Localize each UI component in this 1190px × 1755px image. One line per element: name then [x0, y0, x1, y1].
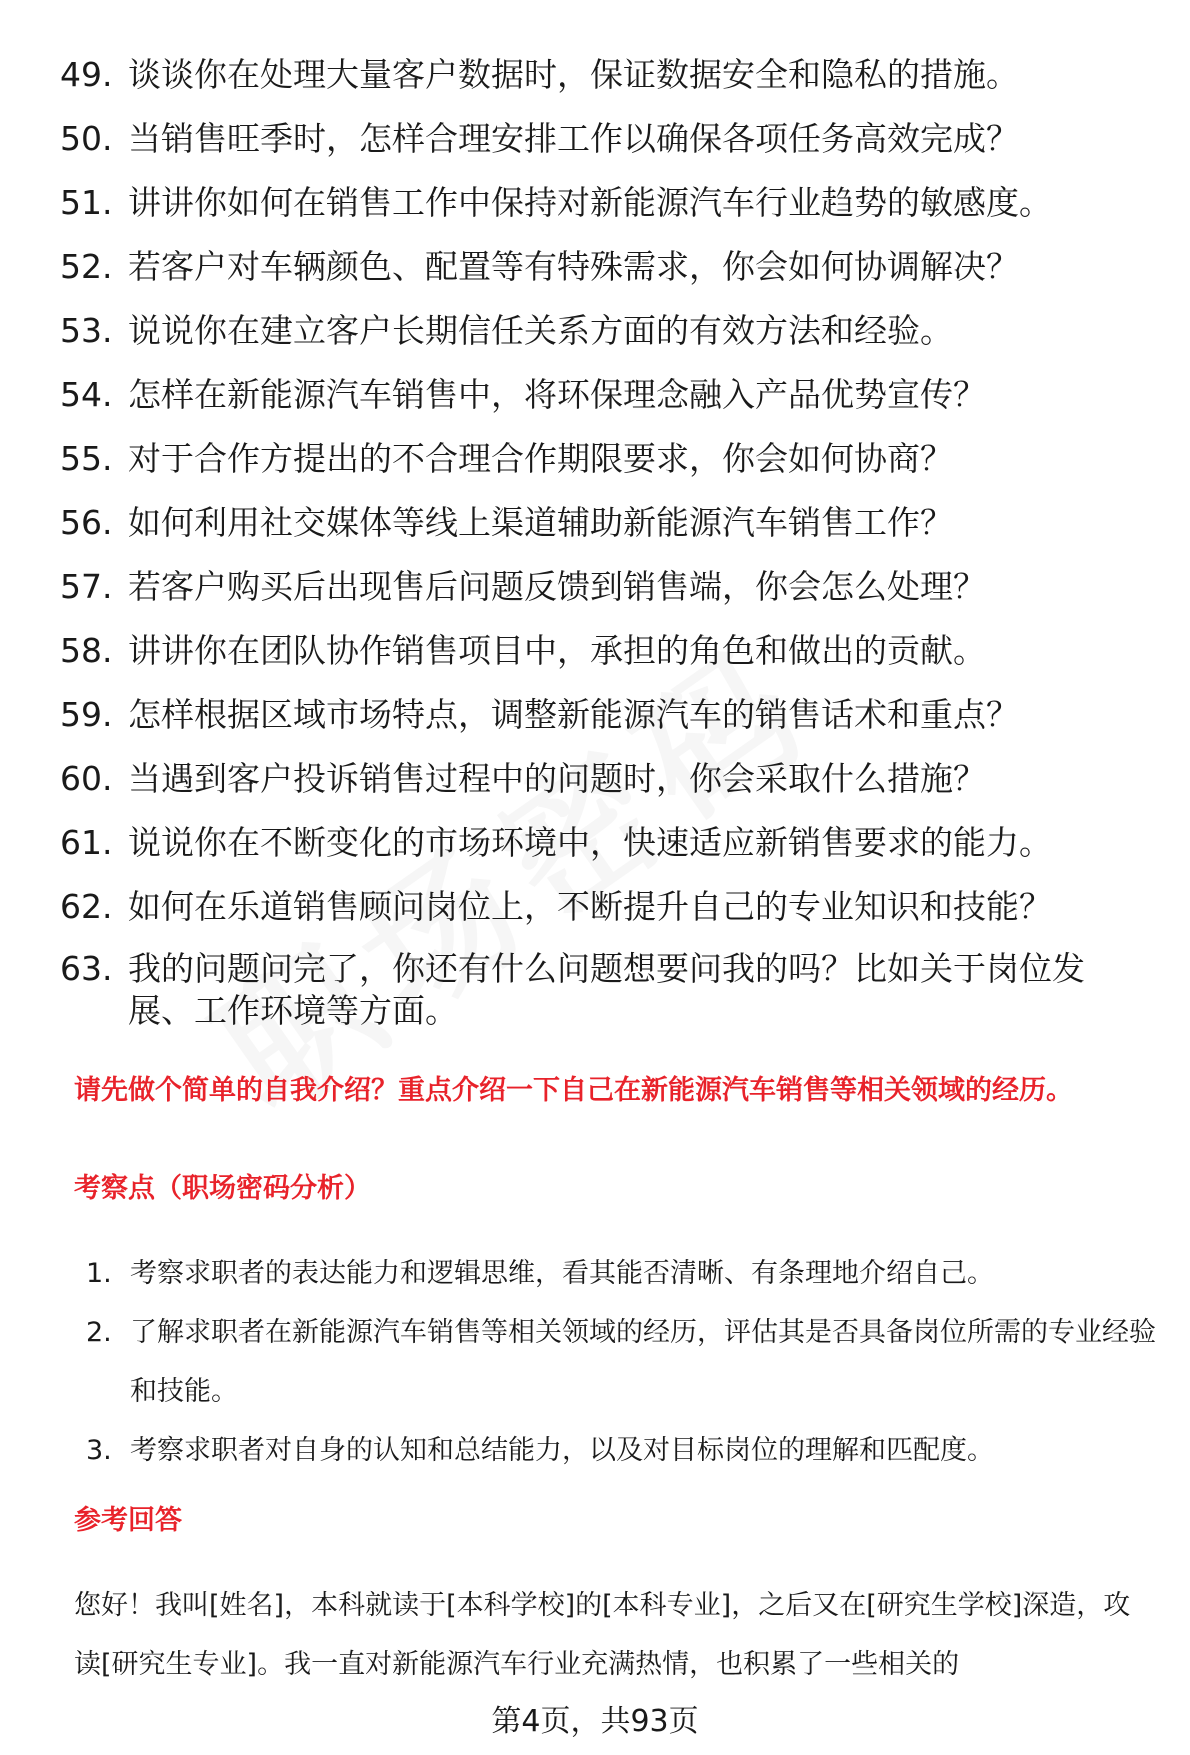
question-number: 62.: [60, 887, 113, 926]
points-heading: 考察点（职场密码分析）: [74, 1173, 371, 1204]
question-text: 当遇到客户投诉销售过程中的问题时，你会采取什么措施？: [128, 759, 986, 798]
point-number: 3.: [86, 1435, 112, 1466]
point-text: 考察求职者的表达能力和逻辑思维，看其能否清晰、有条理地介绍自己。: [130, 1258, 994, 1289]
question-text: 说说你在建立客户长期信任关系方面的有效方法和经验。: [128, 311, 953, 350]
point-item: [86, 1421, 1156, 1480]
question-item: [60, 564, 1150, 610]
question-text: 对于合作方提出的不合理合作期限要求，你会如何协商？: [128, 439, 953, 478]
question-text: 我的问题问完了，你还有什么问题想要问我的吗？比如关于岗位发展、工作环境等方面。: [128, 949, 1085, 1030]
section-title: 请先做个简单的自我介绍？重点介绍一下自己在新能源汽车销售等相关领域的经历。: [74, 1075, 1073, 1106]
question-number: 49.: [60, 55, 113, 94]
question-text: 如何在乐道销售顾问岗位上，不断提升自己的专业知识和技能？: [128, 887, 1052, 926]
question-number: 57.: [60, 567, 113, 606]
question-number: 50.: [60, 119, 113, 158]
question-number: 52.: [60, 247, 113, 286]
answer-text: 您好！我叫[姓名]，本科就读于[本科学校]的[本科专业]，之后又在[研究生学校]深造，攻读[研究生专业]。我一直对新能源汽车行业充满热情，也积累了一些相关的: [74, 1590, 1131, 1680]
page-footer: 第4页，共93页: [491, 1704, 699, 1739]
question-number: 56.: [60, 503, 113, 542]
question-text: 怎样在新能源汽车销售中，将环保理念融入产品优势宣传？: [128, 375, 986, 414]
answer-heading: 参考回答: [74, 1505, 182, 1536]
question-item: [60, 436, 1150, 482]
point-text: 了解求职者在新能源汽车销售等相关领域的经历，评估其是否具备岗位所需的专业经验和技能。: [130, 1317, 1156, 1407]
question-item: [60, 116, 1150, 162]
question-item: [60, 180, 1150, 226]
question-number: 58.: [60, 631, 113, 670]
question-item: [60, 692, 1150, 738]
points-list: [86, 1244, 1156, 1480]
question-item: [60, 244, 1150, 290]
question-item: [60, 308, 1150, 354]
point-item: [86, 1303, 1156, 1421]
question-text: 说说你在不断变化的市场环境中，快速适应新销售要求的能力。: [128, 823, 1052, 862]
question-item: [60, 628, 1150, 674]
question-text: 若客户购买后出现售后问题反馈到销售端，你会怎么处理？: [128, 567, 986, 606]
question-text: 当销售旺季时，怎样合理安排工作以确保各项任务高效完成？: [128, 119, 1019, 158]
question-item: [60, 820, 1150, 866]
question-number: 59.: [60, 695, 113, 734]
question-text: 讲讲你在团队协作销售项目中，承担的角色和做出的贡献。: [128, 631, 986, 670]
question-number: 63.: [60, 949, 113, 988]
question-number: 51.: [60, 183, 113, 222]
question-item: [60, 500, 1150, 546]
question-item: [60, 52, 1150, 98]
question-list: [60, 52, 1150, 1032]
point-item: [86, 1244, 1156, 1303]
question-number: 54.: [60, 375, 113, 414]
question-item: [60, 948, 1150, 1032]
question-text: 怎样根据区域市场特点，调整新能源汽车的销售话术和重点？: [128, 695, 1019, 734]
question-item: [60, 884, 1150, 930]
question-number: 55.: [60, 439, 113, 478]
question-item: [60, 756, 1150, 802]
question-number: 60.: [60, 759, 113, 798]
point-number: 2.: [86, 1317, 112, 1348]
point-text: 考察求职者对自身的认知和总结能力，以及对目标岗位的理解和匹配度。: [130, 1435, 994, 1466]
question-text: 如何利用社交媒体等线上渠道辅助新能源汽车销售工作？: [128, 503, 953, 542]
question-text: 谈谈你在处理大量客户数据时，保证数据安全和隐私的措施。: [128, 55, 1019, 94]
question-text: 若客户对车辆颜色、配置等有特殊需求，你会如何协调解决？: [128, 247, 1019, 286]
point-number: 1.: [86, 1258, 112, 1289]
question-item: [60, 372, 1150, 418]
question-text: 讲讲你如何在销售工作中保持对新能源汽车行业趋势的敏感度。: [128, 183, 1052, 222]
question-number: 53.: [60, 311, 113, 350]
question-number: 61.: [60, 823, 113, 862]
